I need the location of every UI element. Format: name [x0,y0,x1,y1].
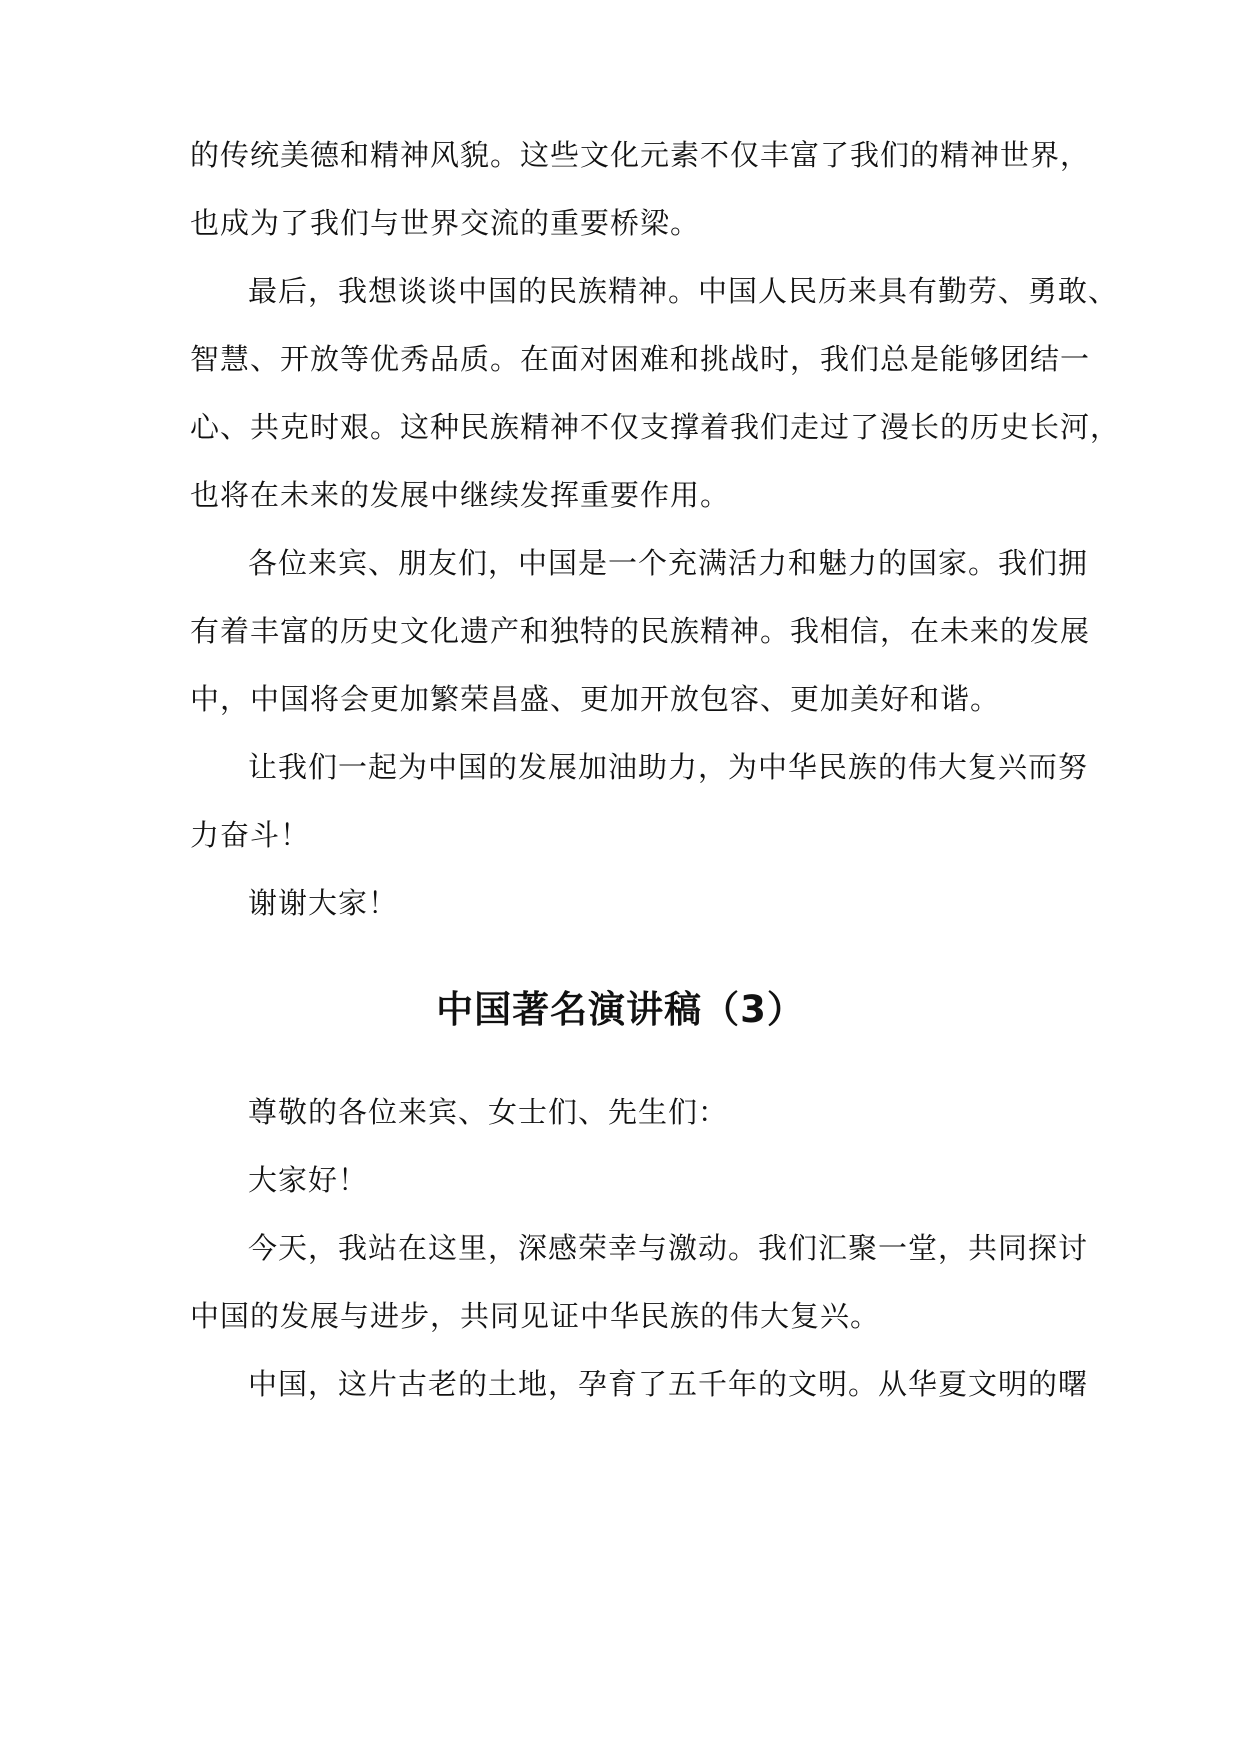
text-line: 中国的发展与进步，共同见证中华民族的伟大复兴。 [190,1299,881,1333]
text-line: 今天，我站在这里，深感荣幸与激动。我们汇聚一堂，共同探讨 [248,1231,1089,1265]
text-line: 尊敬的各位来宾、女士们、先生们： [248,1095,729,1129]
text-line: 的传统美德和精神风貌。这些文化元素不仅丰富了我们的精神世界， [190,138,1091,172]
text-line: 让我们一起为中国的发展加油助力，为中华民族的伟大复兴而努 [248,750,1089,784]
text-line: 中，中国将会更加繁荣昌盛、更加开放包容、更加美好和谐。 [190,682,1001,716]
text-line: 有着丰富的历史文化遗产和独特的民族精神。我相信，在未来的发展 [190,614,1091,648]
text-line: 谢谢大家！ [248,886,399,920]
text-line: 心、共克时艰。这种民族精神不仅支撑着我们走过了漫长的历史长河， [190,410,1121,444]
text-line: 中国，这片古老的土地，孕育了五千年的文明。从华夏文明的曙 [248,1367,1089,1401]
text-line: 力奋斗！ [190,818,311,852]
text-line: 各位来宾、朋友们，中国是一个充满活力和魅力的国家。我们拥 [248,546,1089,580]
text-line: 也成为了我们与世界交流的重要桥梁。 [190,206,701,240]
text-line: 智慧、开放等优秀品质。在面对困难和挑战时，我们总是能够团结一 [190,342,1091,376]
text-line: 最后，我想谈谈中国的民族精神。中国人民历来具有勤劳、勇敢、 [248,274,1119,308]
section-title: 中国著名演讲稿（3） [436,988,805,1031]
text-line: 也将在未来的发展中继续发挥重要作用。 [190,478,731,512]
text-line: 大家好！ [248,1163,369,1197]
